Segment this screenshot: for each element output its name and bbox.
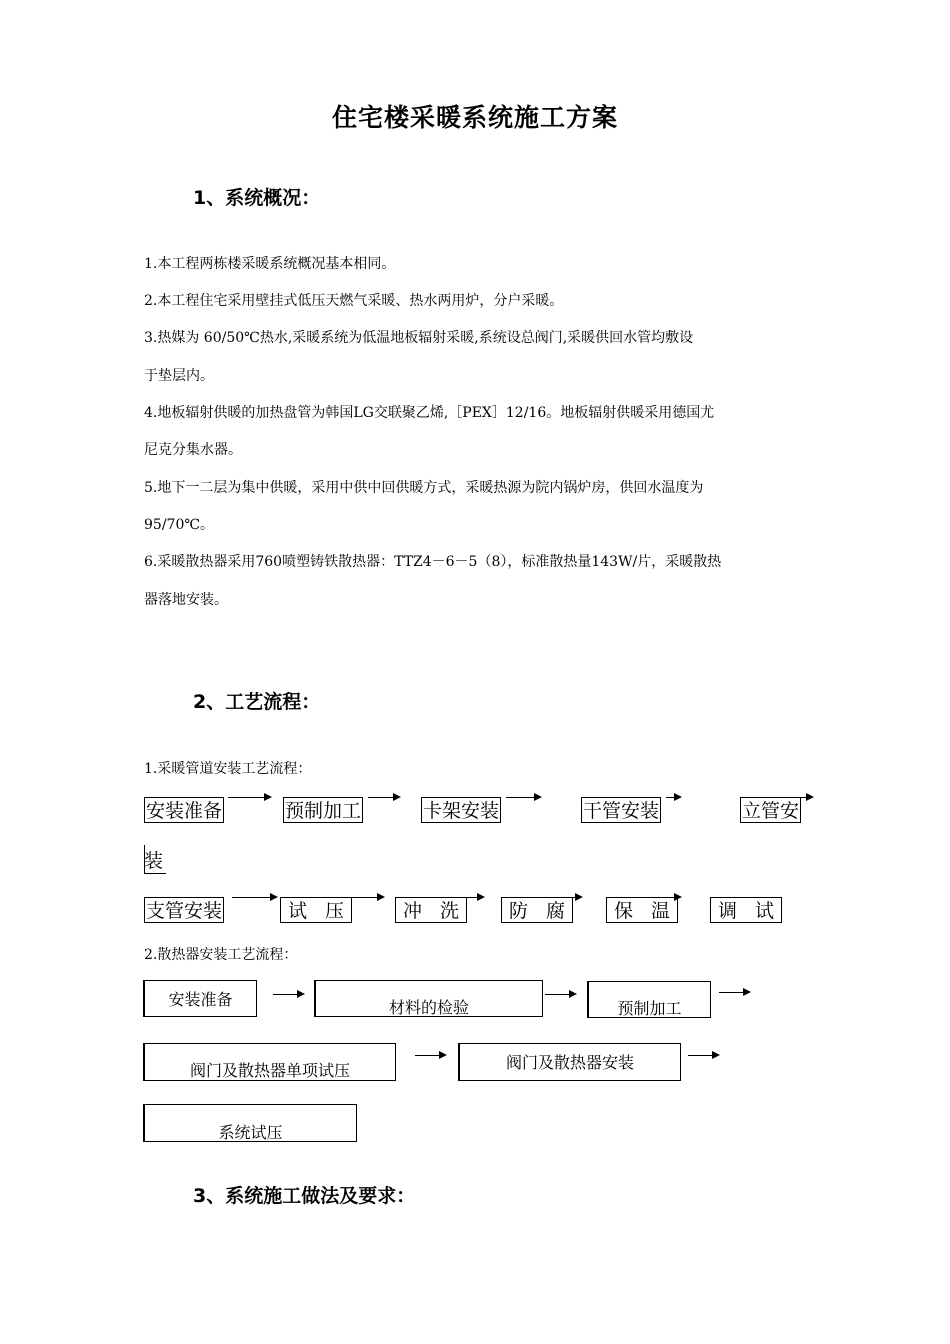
flow2-step-box: 系统试压 (143, 1104, 357, 1142)
paragraph-line: 6.采暖散热器采用760喷塑铸铁散热器：TTZ4－6－5（8），标准散热量143W/片，采暖散热 (144, 554, 722, 570)
flow-arrow (343, 897, 383, 898)
flow2-label: 2.散热器安装工艺流程： (144, 947, 298, 963)
paragraph-line: 2.本工程住宅采用壁挂式低压天燃气采暖、热水两用炉，分户采暖。 (144, 293, 564, 309)
section-3-heading: 3、系统施工做法及要求： (193, 1185, 416, 1207)
flow-arrow (232, 897, 276, 898)
paragraph-line: 器落地安装。 (144, 592, 228, 608)
flow-arrow (545, 994, 575, 995)
flow2-step-box: 预制加工 (587, 981, 711, 1018)
flow-arrow (506, 797, 540, 798)
paragraph-line: 尼克分集水器。 (144, 442, 242, 458)
section-1-heading: 1、系统概况： (193, 187, 321, 209)
flow-arrow (449, 897, 483, 898)
paragraph-line: 1.本工程两栋楼采暖系统概况基本相同。 (144, 256, 396, 272)
flow1-step-box: 安装准备 (144, 797, 224, 823)
flow1-step-box: 冲 洗 (395, 897, 467, 923)
flow2-step-box: 阀门及散热器单项试压 (143, 1043, 396, 1081)
flow-arrow (555, 897, 581, 898)
flow2-step-box: 材料的检验 (314, 980, 543, 1017)
flow1-wrap-edge (144, 873, 166, 874)
flow1-wrapped-char: 装 (144, 850, 164, 872)
paragraph-line: 于垫层内。 (144, 368, 214, 384)
flow1-step-box: 防 腐 (501, 897, 573, 923)
flow-arrow (788, 797, 812, 798)
flow1-step-box: 支管安装 (144, 897, 224, 923)
section-2-heading: 2、工艺流程： (193, 691, 321, 713)
flow-arrow (228, 797, 270, 798)
flow1-step-box: 预制加工 (283, 797, 363, 823)
paragraph-line: 95/70℃。 (144, 517, 215, 533)
page-title: 住宅楼采暖系统施工方案 (331, 103, 618, 132)
flow-arrow (719, 992, 749, 993)
paragraph-line: 3.热媒为 60/50℃热水,采暖系统为低温地板辐射采暖,系统设总阀门,采暖供回水管均敷设 (144, 330, 694, 346)
flow1-step-box: 立管安 (740, 797, 801, 823)
flow1-wrap-edge (144, 845, 145, 873)
paragraph-line: 4.地板辐射供暖的加热盘管为韩国LG交联聚乙烯,［PEX］12/16。地板辐射供暖采用德国尤 (144, 405, 715, 421)
flow1-step-box: 卡架安装 (421, 797, 501, 823)
paragraph-line: 5.地下一二层为集中供暖，采用中供中回供暖方式，采暖热源为院内锅炉房，供回水温度为 (144, 480, 704, 496)
flow2-step-box: 阀门及散热器安装 (458, 1043, 681, 1081)
flow-arrow (415, 1055, 445, 1056)
flow-arrow (666, 797, 680, 798)
flow-arrow (660, 897, 680, 898)
flow2-step-box: 安装准备 (143, 980, 257, 1017)
flow1-step-box: 干管安装 (581, 797, 661, 823)
flow-arrow (368, 797, 399, 798)
flow1-step-box: 保 温 (606, 897, 678, 923)
flow1-step-box: 试 压 (280, 897, 352, 923)
flow-arrow (688, 1055, 718, 1056)
flow1-step-box: 调 试 (710, 897, 782, 923)
flow-arrow (273, 994, 303, 995)
flow1-label: 1.采暖管道安装工艺流程： (144, 761, 312, 777)
